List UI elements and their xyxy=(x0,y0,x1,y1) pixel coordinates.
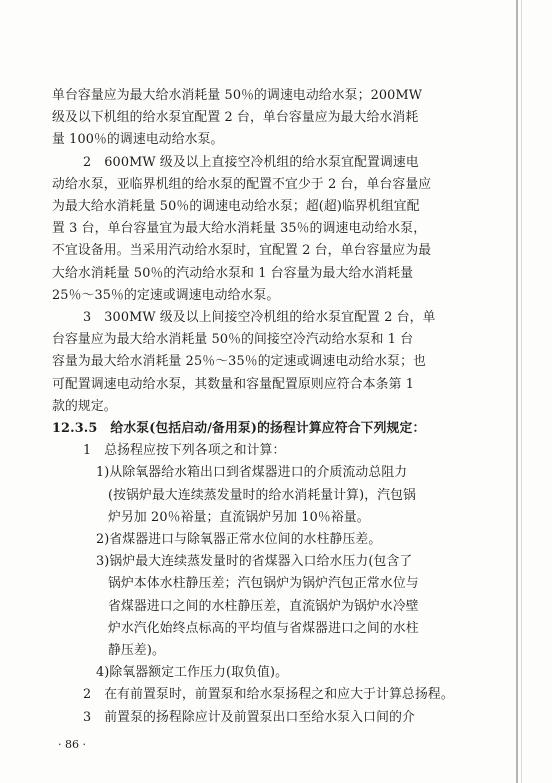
text-line: 为最大给水消耗量 50％的调速电动给水泵；超(超)临界机组宜配 xyxy=(52,199,420,214)
text-line: 可配置调速电动给水泵，其数量和容量配置原则应符合本条第 1 xyxy=(52,376,415,392)
binding-edge xyxy=(516,0,518,783)
text-line: 大给水消耗量 50％的汽动给水泵和 1 台容量为最大给水消耗量 xyxy=(52,265,414,281)
list-item: 1)从除氧器给水箱出口到省煤器进口的介质流动总阻力 xyxy=(96,465,408,481)
text-line: 款的规定。 xyxy=(52,398,117,414)
text-line: 单台容量应为最大给水消耗量 50％的调速电动给水泵；200MW xyxy=(52,88,423,103)
text-line: 炉水汽化始终点标高的平均值与省煤器进口之间的水柱 xyxy=(108,620,419,636)
text-line: 省煤器进口之间的水柱静压差，直流锅炉为锅炉水冷壁 xyxy=(108,598,419,614)
page-number: · 86 · xyxy=(58,737,86,751)
text-line: 台容量应为最大给水消耗量 50％的间接空冷汽动给水泵和 1 台 xyxy=(52,332,414,348)
text-line: 容量为最大给水消耗量 25％～35％的定速或调速电动给水泵；也 xyxy=(52,354,427,370)
text-line: 3 300MW 级及以上间接空冷机组的给水泵宜配置 2 台，单 xyxy=(83,310,436,325)
clause-heading: 12.3.5 给水泵(包括启动/备用泵)的扬程计算应符合下列规定： xyxy=(52,421,426,436)
text-line: 不宜设备用。当采用汽动给水泵时，宜配置 2 台，单台容量应为最 xyxy=(52,243,432,259)
list-item: 4)除氧器额定工作压力(取负值)。 xyxy=(96,665,289,681)
text-line: 炉另加 20％裕量；直流锅炉另加 10％裕量。 xyxy=(108,509,370,525)
text-line: 级及以下机组的给水泵宜配置 2 台，单台容量应为最大给水消耗 xyxy=(52,110,419,126)
binding-edge-shadow xyxy=(521,0,522,783)
list-item: 3)锅炉最大连续蒸发量时的省煤器入口给水压力(包含了 xyxy=(96,554,413,570)
text-line: 2 600MW 级及以上直接空冷机组的给水泵宜配置调速电 xyxy=(83,154,419,170)
text-line: 置 3 台，单台容量宜为最大给水消耗量 35％的调速电动给水泵， xyxy=(52,221,427,237)
text-line: (按锅炉最大连续蒸发量时的给水消耗量计算)，汽包锅 xyxy=(108,487,417,503)
text-line: 2 在有前置泵时，前置泵和给水泵扬程之和应大于计算总扬程。 xyxy=(83,687,454,703)
text-line: 锅炉本体水柱静压差；汽包锅炉为锅炉汽包正常水位与 xyxy=(108,576,419,592)
text-line: 1 总扬程应按下列各项之和计算： xyxy=(83,443,286,459)
text-line: 静压差)。 xyxy=(108,643,165,658)
text-line: 量 100％的调速电动给水泵。 xyxy=(52,132,224,148)
text-line: 动给水泵，亚临界机组的给水泵的配置不宜少于 2 台，单台容量应 xyxy=(52,176,432,192)
text-line: 3 前置泵的扬程除应计及前置泵出口至给水泵入口间的介 xyxy=(83,709,415,725)
list-item: 2)省煤器进口与除氧器正常水位间的水柱静压差。 xyxy=(96,532,382,547)
text-line: 25％～35％的定速或调速电动给水泵。 xyxy=(52,287,280,303)
